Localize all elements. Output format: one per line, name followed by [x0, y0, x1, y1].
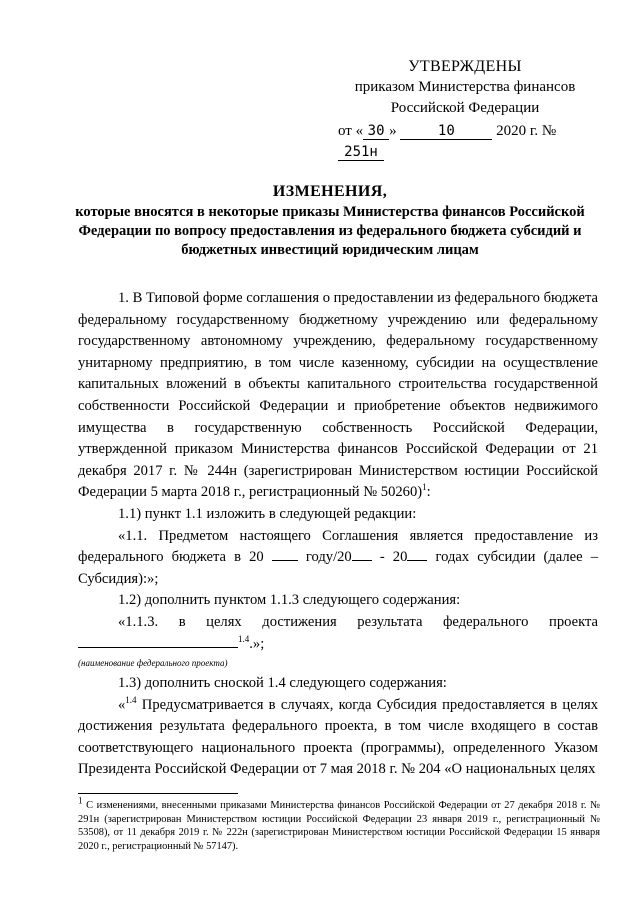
p7-open: « — [118, 696, 126, 713]
footnote-divider — [78, 793, 238, 794]
paragraph-1-1-text — [78, 526, 598, 591]
p5-end: .»; — [249, 635, 265, 652]
paragraph-1-1-3-line — [78, 612, 598, 634]
heading-subtitle: которые вносятся в некоторые приказы Министерства финансов Российской Федерации по вопросу предоставления из федерального бюджета субсидий и бюджетных инвестиций юридическим лицам — [75, 204, 585, 258]
year-blank-1 — [272, 548, 298, 561]
p5-word: результата — [357, 613, 423, 630]
date-prefix: от « — [338, 123, 364, 139]
date-year: 2020 г. № — [496, 123, 557, 139]
paragraph-1-end: : — [426, 484, 431, 501]
paragraph-footnote-1-4 — [78, 695, 598, 781]
document-body — [78, 288, 598, 781]
paragraph-1-text: 1. В Типовой форме соглашения о предоставлении из федерального бюджета федеральному государственному бюджетному учреждению или федеральному государственному автономному учреждению, федеральному государственному унитарному предприятию, в том числе казенному, субсидии на осуществление капитальных вложений в объекты капитального строительства государственной собственности Российской Федерации и приобретение объектов недвижимого имущества в государственную собственность Российской Федерации, утвержденной приказом Министерства финансов Российской Федерации от 21 декабря 2017 г. № 244н (зарегистрирован Министерством юстиции Российской Федерации 5 марта 2018 г., регистрационный № 50260) — [78, 290, 598, 501]
p5-word: достижения — [262, 613, 337, 630]
approval-title: УТВЕРЖДЕНЫ — [408, 58, 522, 75]
footnote-number: 1 — [78, 795, 83, 806]
p3-part-b: году/20 — [305, 549, 352, 566]
p3-part-e: годах субсидии (далее – Субсидия):»; — [78, 549, 599, 587]
footnote-mark-1-4: 1.4 — [125, 694, 137, 705]
project-name-blank — [78, 637, 238, 648]
p3-part-a: «1.1. Предметом настоящего Соглашения является предоставление из федерального бюджета в 20 — [78, 527, 598, 566]
footnote-text: С изменениями, внесенными приказами Министерства финансов Российской Федерации от 27 декабря 2018 г. № 291н (зарегистрирован Министерством юстиции Российской Федерации 23 января 2019 г., регистрационный № 53508), от 11 декабря 2019 г. № 222н (зарегистрирован Министерством юстиции Российской Федерации 15 января 2020 г., регистрационный № 57147). — [78, 800, 600, 852]
approval-line-ministry: приказом Министерства финансов — [354, 79, 576, 95]
p3-part-c: - — [379, 549, 385, 566]
p5-word: федерального — [442, 613, 529, 630]
p5-word: целях — [206, 613, 242, 630]
date-day: 30 — [363, 123, 389, 140]
date-mid: » — [389, 123, 397, 139]
p5-word: «1.1.3. — [118, 613, 159, 630]
paragraph-1-3: 1.3) дополнить сноской 1.4 следующего содержания: — [118, 675, 447, 692]
paragraph-1-1: 1.1) пункт 1.1 изложить в следующей редакции: — [118, 505, 417, 522]
approval-line-federation: Российской Федерации — [390, 100, 540, 116]
p7-text: Предусматривается в случаях, когда Субсидия предоставляется в целях достижения результата федерального проекта, в том числе входящего в состав соответствующего национального проекта (программы), определенного Указом Президента Российской Федерации от 7 мая 2018 г. № 204 «О национальных целях — [78, 696, 598, 778]
document-heading — [70, 183, 590, 260]
footnote — [78, 795, 600, 853]
paragraph-1-2: 1.2) дополнить пунктом 1.1.3 следующего содержания: — [118, 592, 461, 609]
paragraph-1 — [78, 288, 598, 504]
footnote-ref-1: 1 — [422, 482, 427, 493]
date-month: 10 — [400, 123, 492, 140]
year-blank-3 — [407, 548, 427, 561]
p5-word: проекта — [549, 613, 599, 630]
project-name-caption: (наименование федерального проекта) — [78, 658, 228, 669]
heading-title: ИЗМЕНЕНИЯ, — [272, 183, 388, 200]
project-name-line — [78, 634, 598, 656]
p5-word: в — [178, 613, 186, 630]
p3-part-d: 20 — [392, 549, 408, 566]
approval-date-line — [330, 121, 600, 163]
year-blank-2 — [352, 548, 372, 561]
order-number: 251н — [338, 144, 384, 161]
approval-block — [330, 56, 600, 163]
footnote-ref-1-4: 1.4 — [238, 633, 250, 644]
